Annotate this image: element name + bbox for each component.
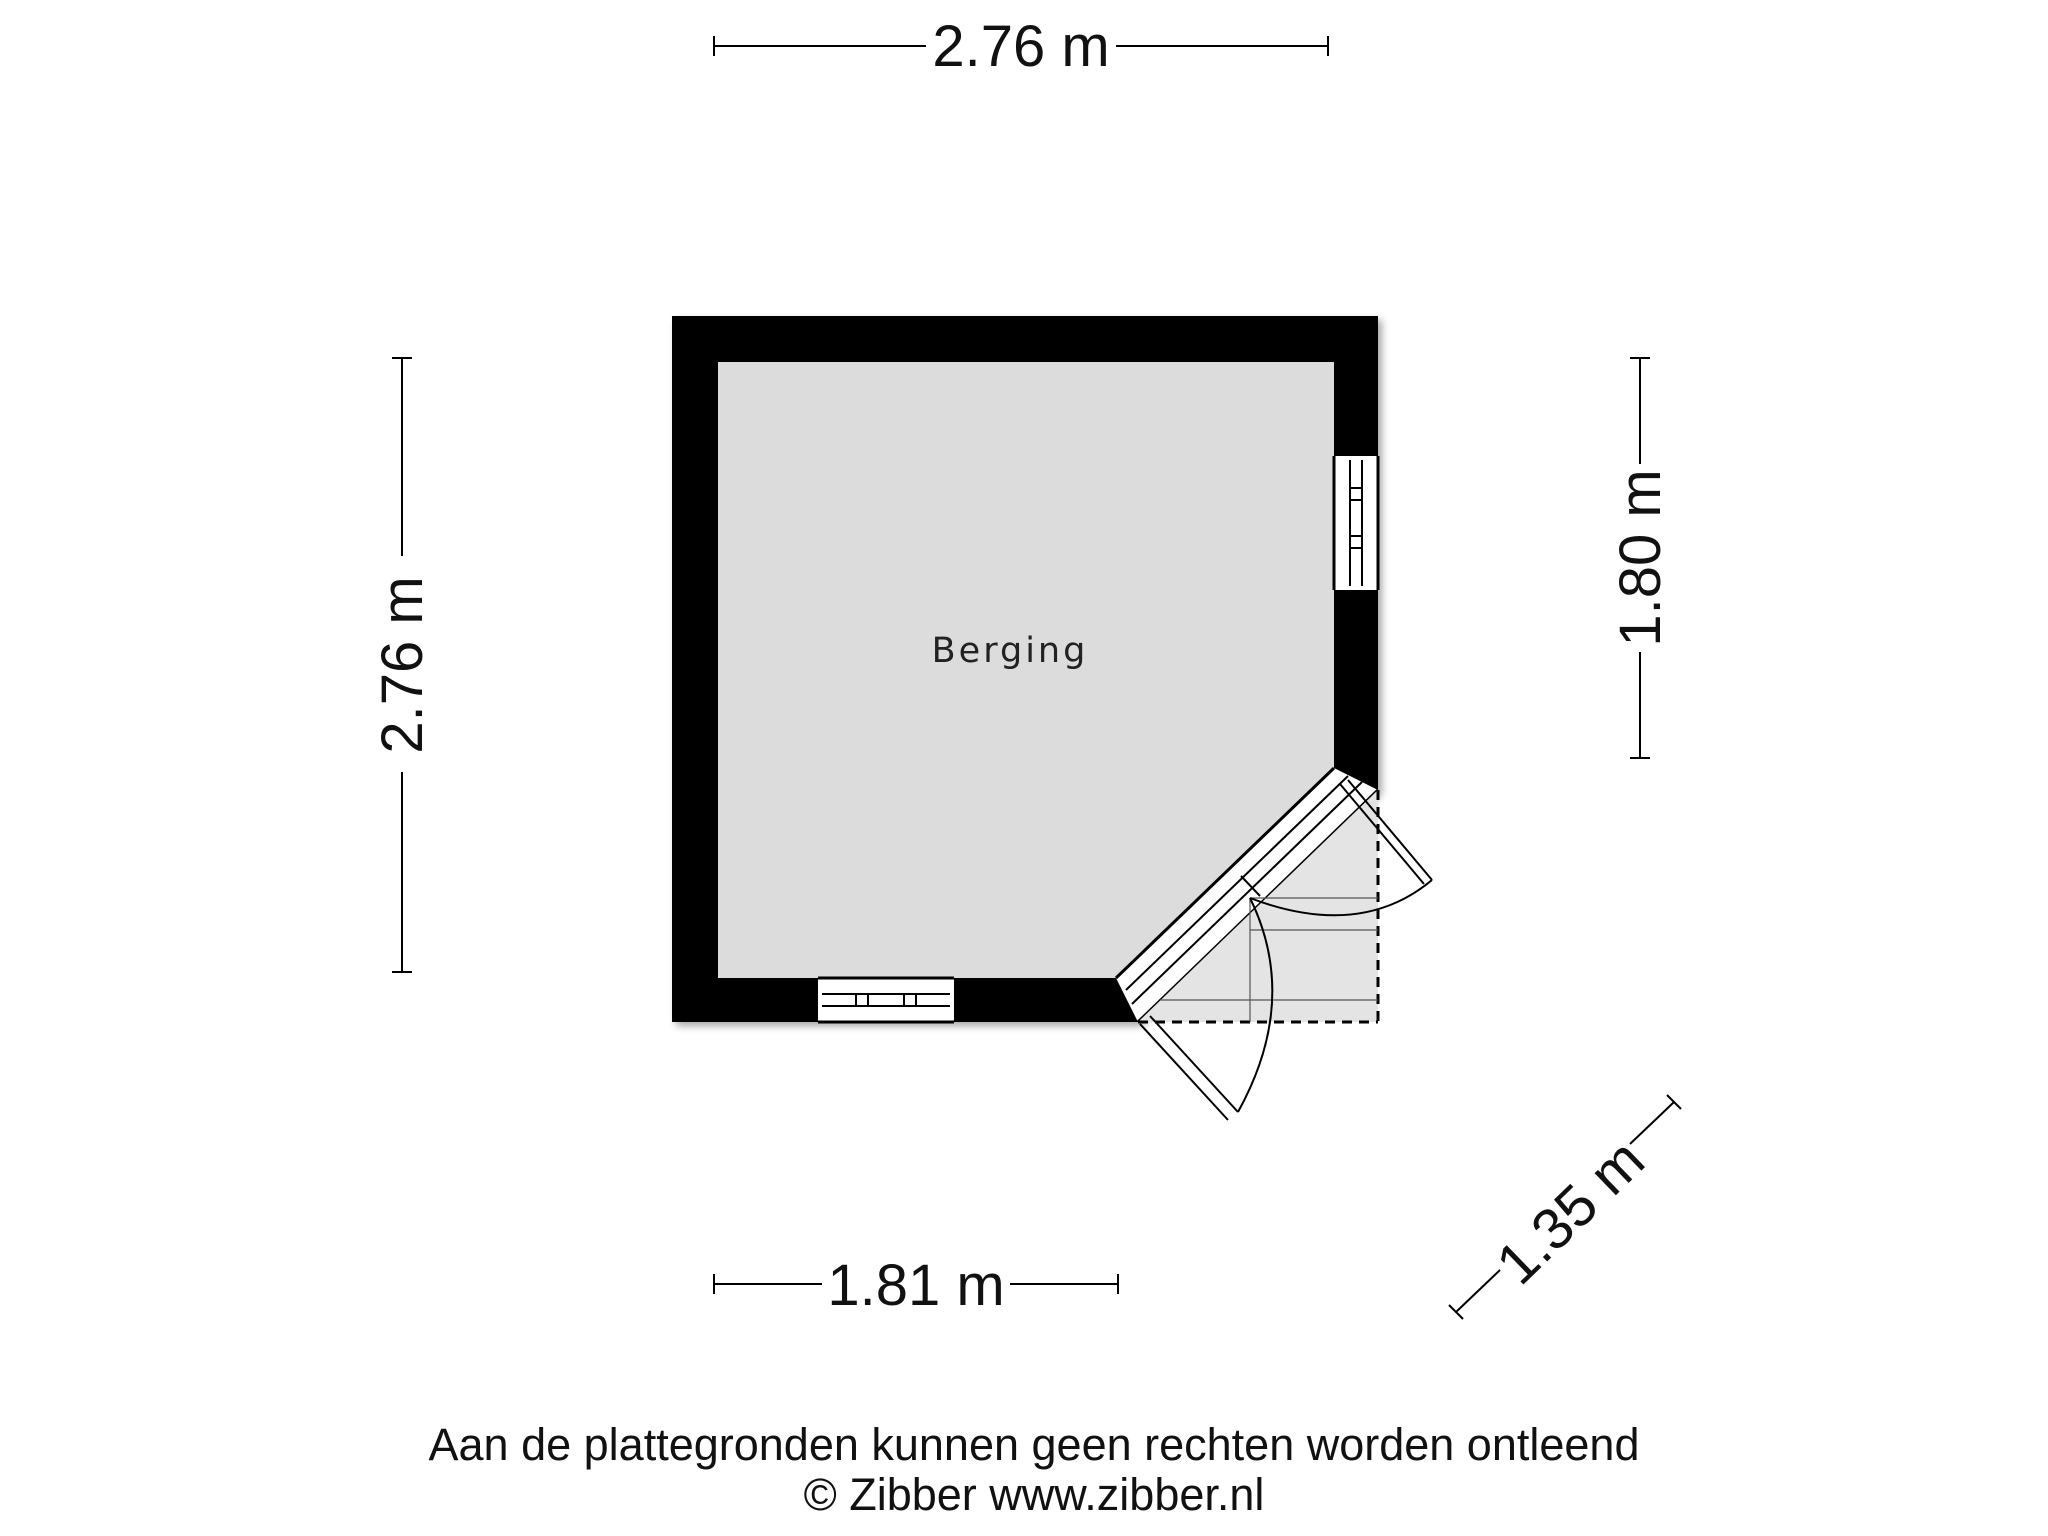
dimension-top <box>714 14 1328 79</box>
dimension-diagonal <box>1449 1095 1681 1319</box>
room-label: Berging <box>931 631 1089 671</box>
dimension-right <box>1608 358 1673 758</box>
window-right <box>1334 456 1378 590</box>
dimension-right-label: 1.80 m <box>1608 469 1673 647</box>
dimension-left-label: 2.76 m <box>370 576 435 754</box>
window-bottom <box>818 978 954 1022</box>
footer-copyright: © Zibber www.zibber.nl <box>803 1469 1265 1520</box>
dimension-bottom <box>714 1253 1118 1318</box>
footer-disclaimer: Aan de plattegronden kunnen geen rechten worden ontleend <box>428 1419 1640 1470</box>
dimension-top-label: 2.76 m <box>932 14 1110 79</box>
dimension-bottom-label: 1.81 m <box>827 1253 1005 1318</box>
dimension-diagonal-label: 1.35 m <box>1484 1127 1657 1297</box>
dimension-left <box>370 358 435 972</box>
